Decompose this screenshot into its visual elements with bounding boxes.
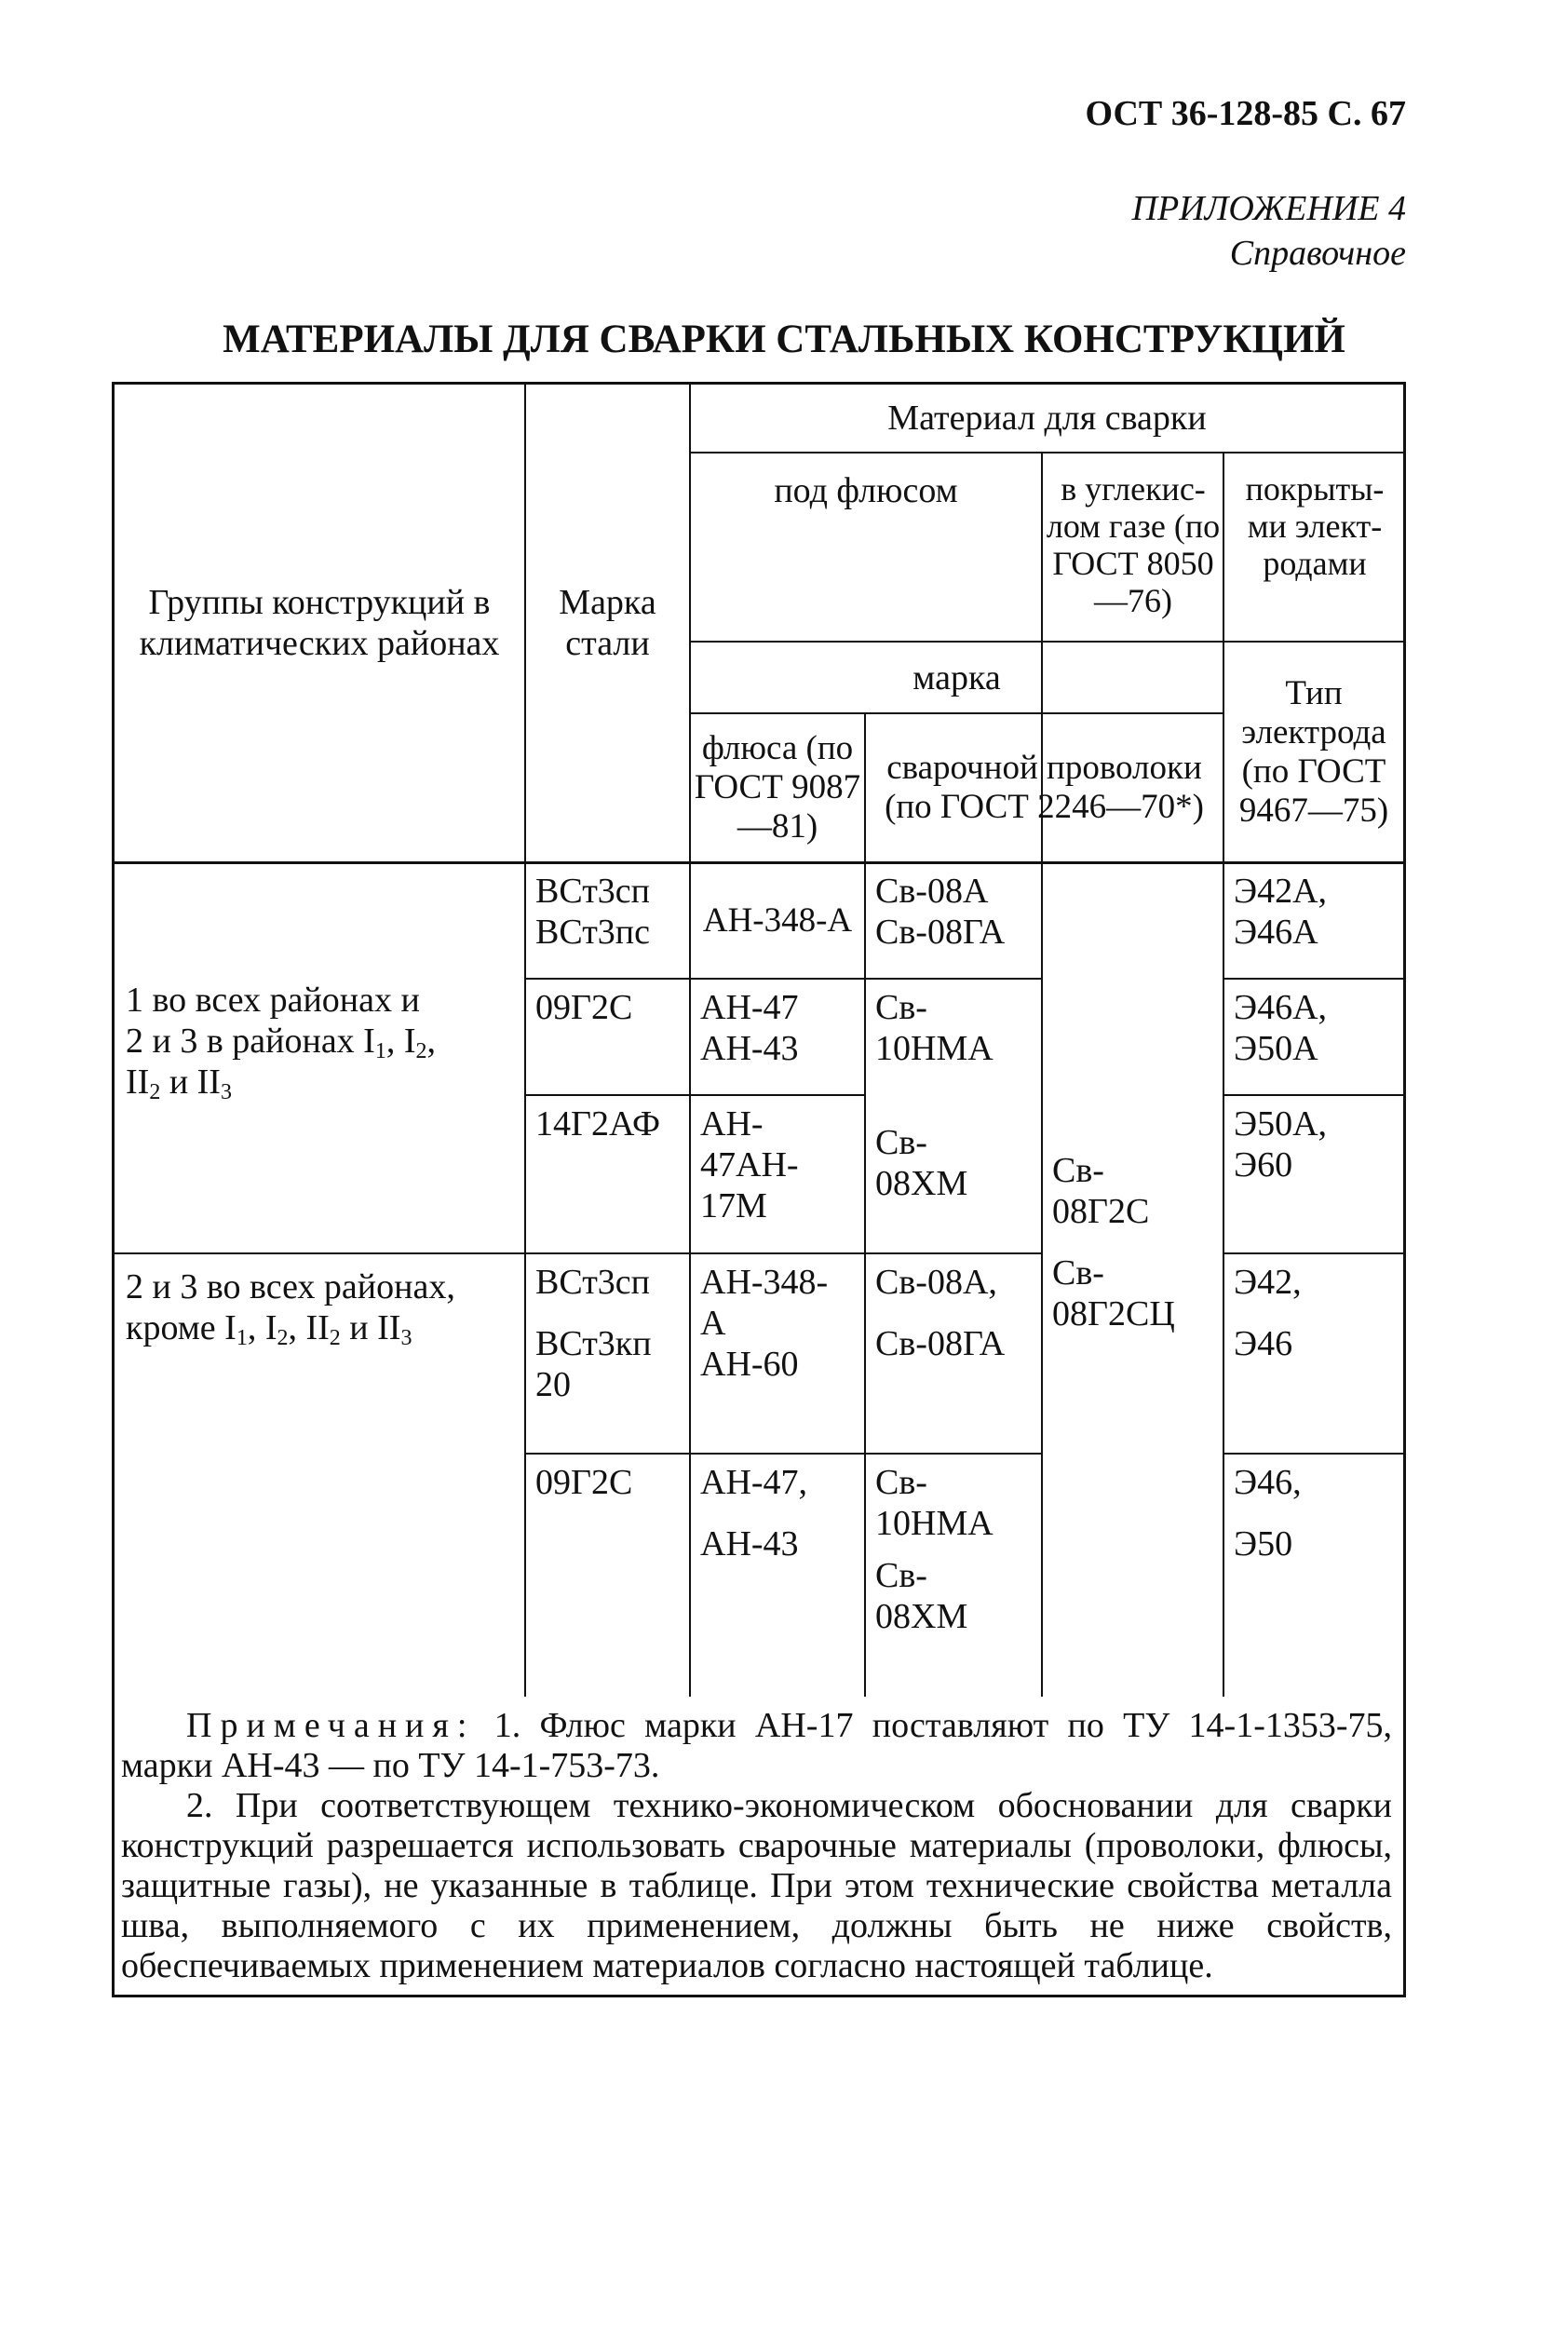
header-co2-gas: в углекис- лом газе (по ГОСТ 8050—76) (1046, 470, 1221, 619)
table-row-1-flux: АН-348-А (702, 901, 853, 940)
group-2-label: 2 и 3 во всех районах, кроме $I_1$, $I_2$, $II_2$ и $II_3$ (126, 1267, 455, 1350)
notes-label: Примечания: (186, 1706, 476, 1745)
table-row-5-electrode: Э46, Э50 (1234, 1463, 1302, 1563)
table-row-4-flux: АН-348- А АН-60 (700, 1263, 829, 1384)
table-row-5-wire: Св- 10НМА Св- 08ХМ (875, 1463, 994, 1636)
note-2: 2. При соответствующем технико-экономическом обосновании для сварки конструкций разрешается использовать сварочные материалы (проволоки, флюсы, защитные газы), не указанные в таблице. При этом технические свойства металла шва, выполняемого с их применением, должны быть не ниже свойств, обеспечиваемых применением материалов согласно настоящей таблице. (121, 1786, 1392, 1985)
table-row-1-electrode: Э42А, Э46А (1234, 872, 1328, 952)
table-row-5-steel: 09Г2С (535, 1463, 633, 1502)
table-row-3-electrode: Э50А, Э60 (1234, 1104, 1328, 1184)
table-row-3-wire: Св- 08ХМ (875, 1123, 968, 1203)
header-flux: флюса (по ГОСТ 9087—81) (694, 729, 861, 846)
group-1-label: 1 во всех районах и 2 и 3 в районах $I_1$, $I_2$, $II_2$ и $II_3$ (126, 981, 436, 1104)
table-row-1-wire: Св-08А Св-08ГА (875, 872, 1006, 952)
appendix-label (1024, 186, 1406, 276)
table-notes (121, 1706, 1392, 1986)
header-welding-material: Материал для сварки (887, 399, 1207, 438)
table-row-3-steel: 14Г2АФ (535, 1104, 661, 1144)
header-steel-grade: Марка стали (559, 583, 656, 663)
header-under-flux: под флюсом (774, 471, 958, 510)
appendix-number: ПРИЛОЖЕНИЕ 4 (1131, 189, 1406, 228)
table-row-1-steel: ВСт3сп ВСт3пс (535, 872, 650, 952)
table-row-2-steel: 09Г2С (535, 988, 633, 1027)
table-row-4-wire: Св-08А, Св-08ГА (875, 1263, 1006, 1363)
header-coated-electrodes: покрыты- ми элект- родами (1245, 470, 1385, 582)
table-row-4-electrode: Э42, Э46 (1234, 1263, 1302, 1363)
co2-wire-list: Св- 08Г2С Св- 08Г2СЦ (1052, 1151, 1175, 1333)
table-row-4-steel: ВСт3сп ВСт3кп 20 (535, 1263, 652, 1404)
table-row-2-flux: АН-47 АН-43 (700, 988, 799, 1068)
header-groups: Группы конструкций в климатических районах (139, 583, 500, 663)
table-row-3-flux: АН- 47АН- 17М (700, 1104, 799, 1225)
header-wire: сварочной проволоки (по ГОСТ 2246—70*) (885, 749, 1204, 826)
document-code: ОСТ 36-128-85 С. 67 (1085, 94, 1406, 133)
table-row-2-wire: Св- 10НМА (875, 988, 994, 1068)
page-title: МАТЕРИАЛЫ ДЛЯ СВАРКИ СТАЛЬНЫХ КОНСТРУКЦИЙ (223, 318, 1345, 361)
table-row-5-flux: АН-47, АН-43 (700, 1463, 808, 1563)
appendix-type: Справочное (1229, 234, 1406, 273)
header-electrode-type: Тип электрода (по ГОСТ 9467—75) (1238, 673, 1389, 830)
header-grade: марка (912, 657, 1001, 697)
note-1: 1. Флюс марки АН-17 поставляют по ТУ 14-1-1353-75, марки АН-43 — по ТУ 14-1-753-73. (121, 1706, 1392, 1785)
table-row-2-electrode: Э46А, Э50А (1234, 988, 1328, 1068)
